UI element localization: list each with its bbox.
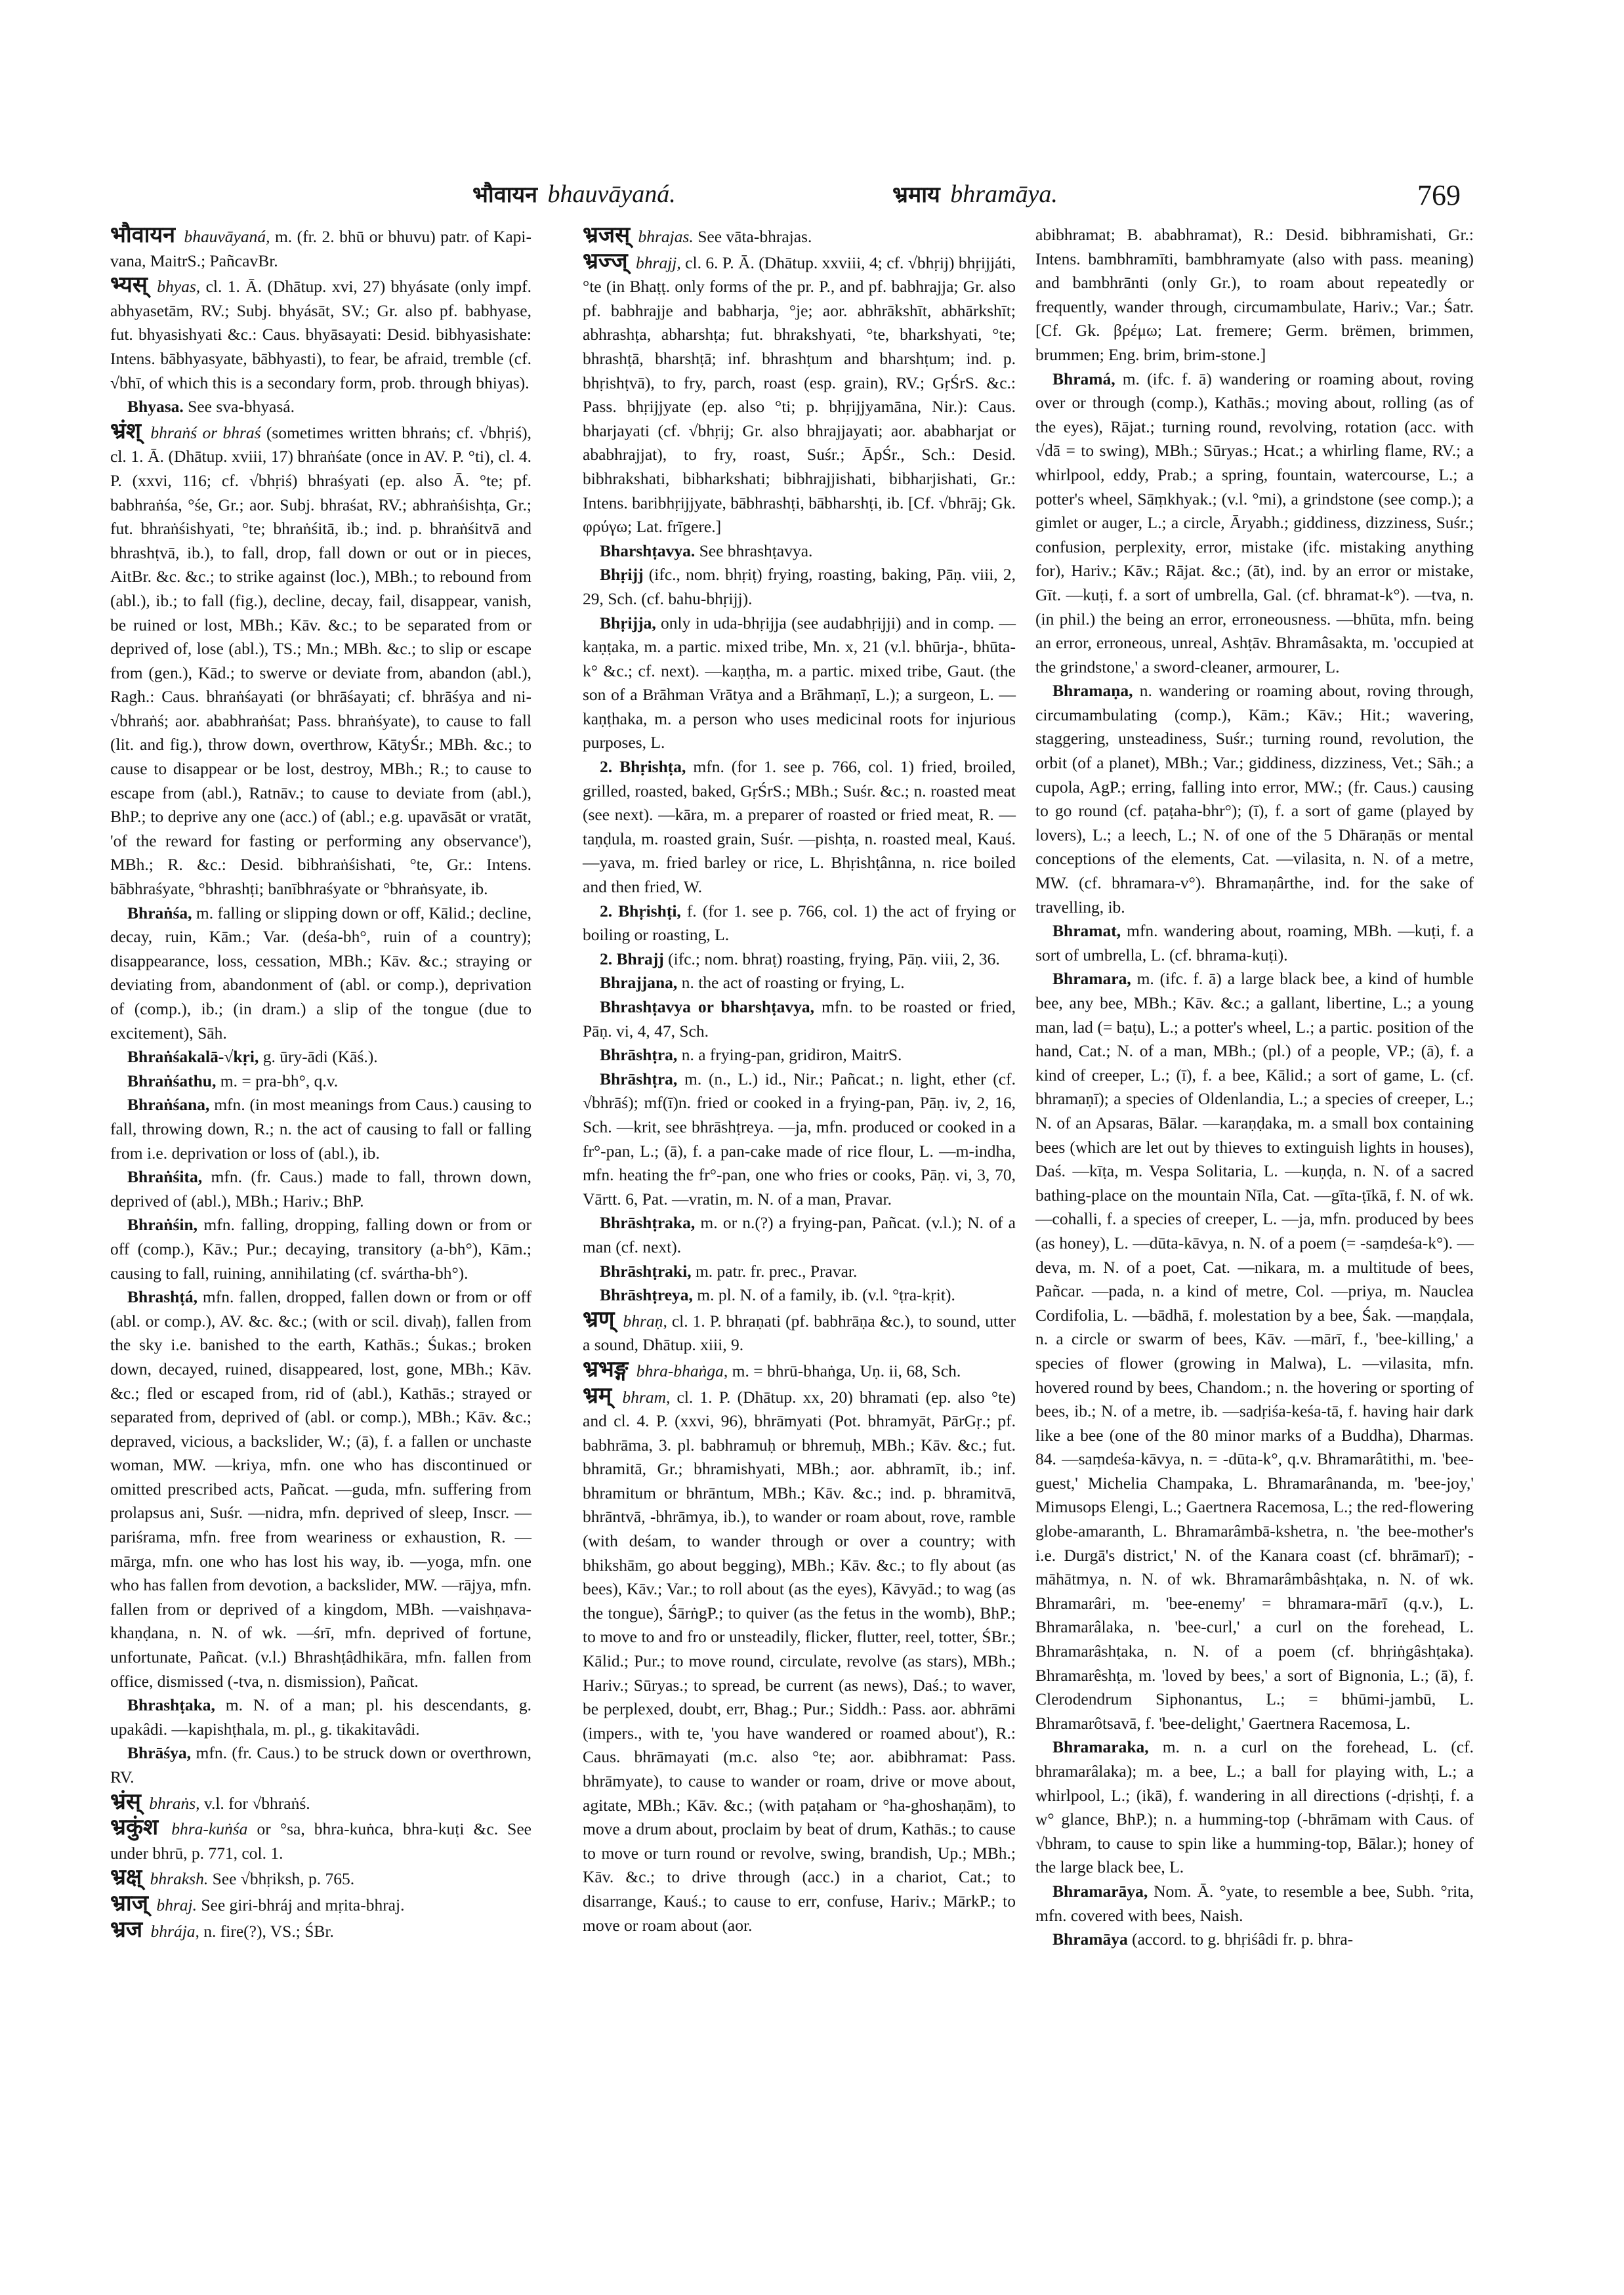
entry-devanagari-headword: भ्रकुंश [110,1814,159,1841]
entry-definition: mfn. (in most meanings from Caus.) causing to fall, throwing down, R.; n. the act of causing to fall or falling from i.e. deprivation or loss of (abl.), ib. [110,1095,531,1163]
entry-definition: v.l. for √bhraṅś. [199,1793,310,1813]
entry-subheadword: Bhraṅśathu, [127,1071,217,1090]
dictionary-entry [1035,367,1474,680]
entry-definition: (ifc.; nom. bhraṭ) roasting, frying, Pāṇ. viii, 2, 36. [663,949,1000,968]
entry-definition: m. n. a curl on the forehead, L. (cf. bhramarâlaka); m. a bee, L.; a ball for playing with, L.; a whirlpool, L.; (ikā), f. wandering in all directions (-dṛishṭi, f. a w° glance, BhP.); n. a humming-top (-bhrāmam with Caus. of √bhram, to cause to spin like a humming-top, Bālar.); honey of the large black bee, L. [1035,1737,1474,1877]
dictionary-entry [110,1069,531,1094]
dictionary-entry [110,1865,531,1892]
dictionary-entry [583,539,1016,564]
entry-definition: mfn. fallen, dropped, fallen down or from or off (abl. or comp.), AV. &c. &c.; (with or scil. divaḥ), fallen from the sky i.e. banished to the earth, Kathās.; Śukas.; broken down, decayed, ruined, disappeared, lost, gone, MBh.; Kāv. &c.; fled or escaped from, rid of (abl.), Kathās.; strayed or separated from, deprived of (abl. or comp.), MBh.; Kāv. &c.; depraved, vicious, a backslider, W.; (ā), f. a fallen or unchaste woman, MW. —kriya, mfn. one who has discontinued or omitted prescribed acts, Pañcat. —guda, mfn. suffering from prolapsus ani, Suśr. —nidra, mfn. deprived of sleep, Inscr. —pariśrama, mfn. free from weariness or exhaustion, R. —mārga, mfn. one who has lost his way, ib. —yoga, mfn. one who has fallen from devotion, a backslider, MW. —rājya, mfn. fallen from or deprived of a kingdom, MBh. —vaishṇava-khaṇḍana, n. N. of wk. —śrī, mfn. deprived of fortune, unfortunate, Pañcat. (v.l.) Bhrashṭâdhikāra, mfn. fallen from office, dismissed (-tva, n. dismission), Pañcat. [110,1287,531,1691]
entry-definition: mfn. (fr. Caus.) to be struck down or overthrown, RV. [110,1743,531,1787]
dictionary-entry [110,395,531,419]
dictionary-entry [110,1093,531,1165]
dictionary-column-3 [1035,223,1474,1952]
entry-subheadword: Bhramaṇa, [1052,681,1133,701]
dictionary-entry [1035,967,1474,1735]
dictionary-entry [110,1892,531,1918]
dictionary-column-2 [583,223,1016,1937]
entry-subheadword: Bhraṅśin, [127,1215,198,1235]
dictionary-entry [110,1165,531,1213]
dictionary-entry [110,223,531,273]
header-right-roman: bhramāya. [950,180,1058,208]
entry-definition: (sometimes written bhraṅs; cf. √bhṛiś), cl. 1. Ā. (Dhātup. xviii, 17) bhraṅśate (once in AV. P. °ti), cl. 4. P. (xxvi, 116; cf. √bhṛiś) bhraśyati (ep. also Ā. °te; pf. babhraṅśa, °śe, Gr.; aor. Subj. bhraśat, RV.; abhraṅśishṭa, Gr.; fut. bhraṅśishyati, °te; bhraṅśitā, ib.; ind. p. bhraṅśitvā and bhrashṭvā, ib.), to fall, drop, fall down or out or in pieces, AitBr. &c. &c.; to strike against (loc.), MBh.; to rebound from (abl.), ib.; to fall (fig.), decline, decay, fail, disappear, vanish, be ruined or lost, MBh.; Kāv. &c.; to be separated from or deprived of, lose (abl.), TS.; Mn.; MBh. &c.; to slip or escape from (gen.), Kād.; to swerve or deviate from, abandon (abl.), Ragh.: Caus. bhraṅśayati (or bhrāśayati; cf. bhrāśya and ni-√bhraṅś; aor. ababhraṅśat; Pass. bhraṅśyate), to cause to fall (lit. and fig.), throw down, overthrow, KātyŚr.; MBh. &c.; to cause to disappear or be lost, destroy, MBh.; R.; to cause to escape from (abl.), Ratnāv.; to cause to deviate from (abl.), BhP.; to deprive any one (acc.) of (abl.; e.g. upavāsāt or vratāt, 'of the reward for fasting or performing any observance'), MBh.; R. &c.: Desid. bibhraṅśishati, °te, Gr.: Intens. bābhraśyate, °bhrashṭi; banībhraśyate or °bhraṅsyate, ib. [110,423,531,899]
entry-definition: m. = pra-bh°, q.v. [216,1071,339,1090]
entry-devanagari-headword: भ्रज्ज् [583,247,628,274]
entry-headword: bhra-bhaṅga, [636,1361,728,1380]
dictionary-entry [583,223,1016,249]
entry-definition: m. = bhrū-bhaṅga, Uṇ. ii, 68, Sch. [728,1361,961,1380]
entry-definition: abibhramat; B. ababhramat), R.: Desid. bibhramishati, Gr.: Intens. bambhramīti, bambhramyate (also with pass. meaning) and bambhrānti (only Gr.), to roam about repeatedly or frequently, wander through, circumambulate, Hariv.; Var.; Śatr. [Cf. Gk. βρέμω; Lat. fremere; Germ. brëmen, brimmen, brummen; Eng. brim, brim-stone.] [1035,225,1474,364]
entry-headword: bhraṇ, [623,1311,667,1331]
dictionary-entry [583,971,1016,995]
entry-devanagari-headword: भ्यस् [110,272,148,299]
dictionary-column-1 [110,223,531,1943]
entry-definition: m. (n., L.) id., Nir.; Pañcat.; n. light, ether (cf. √bhrāś); mf(ī)n. fried or cooked in a frying-pan, Pāṇ. iv, 2, 16, Sch. —krit, see bhrāshṭreya. —ja, mfn. produced or cooked in a fr°-pan, L.; (ā), f. a pan-cake made of rice flour, L. —m-indha, mfn. heating the fr°-pan, one who fries or cooks, Pāṇ. vi, 3, 70, Vārtt. 6, Pat. —vratin, m. N. of a man, Pravar. [583,1069,1016,1209]
entry-definition: cl. 1. P. (Dhātup. xx, 20) bhramati (ep. also °te) and cl. 4. P. (xxvi, 96), bhrāmyati (Pot. bhramyāt, PārGṛ.; pf. babhrāma, 3. pl. babhramuḥ or bhremuḥ, MBh.; Kāv. &c.; fut. bhramitā, Gr.; bhramishyati, MBh.; aor. abhramīt, ib.; inf. bhramitum or bhrāntum, MBh.; Kāv. &c.; ind. p. bhramitvā, bhrāntvā, -bhrāmya, ib.), to wander or roam about, rove, ramble (with deśam, to wander through or over a country; with bhikshām, go about begging), MBh.; Kāv. &c.; to fly about (as bees), Kāv.; Var.; to roll about (as the eyes), Kāvyād.; to wag (as the tongue), ŚārṅgP.; to quiver (as the fetus in the womb), BhP.; to move to and fro or unsteadily, flicker, flutter, reel, totter, ŚBr.; Kālid.; Pur.; to move round, circulate, revolve (as stars), MBh.; Hariv.; Sūryas.; to spread, be current (as news), Daś.; to waver, be perplexed, doubt, err, Bhag.; Pur.; Siddh.: Pass. aor. abhrāmi (impers., with te, 'you have wandered or roamed about'), R.: Caus. bhrāmayati (m.c. also °te; aor. abibhramat: Pass. bhrāmyate), to cause to wander or roam, drive or move about, agitate, MBh.; Kāv. &c.; (with paṭaham or °ha-ghoshaṇām), to move a drum about, proclaim by beat of drum, Kathās.; to cause to move or turn round or revolve, swing, brandish, Up.; MBh.; Kāv. &c.; to drive through (acc.) in a chariot, Cat.; to disarrange, Kauś.; to cause to err, confuse, Hariv.; MārkP.; to move or roam about (aor. [583,1387,1016,1935]
entry-definition: n. the act of roasting or frying, L. [677,973,905,993]
entry-definition: (accord. to g. bhṛiśâdi fr. p. bhra- [1127,1930,1354,1949]
entry-definition: (ifc., nom. bhṛiṭ) frying, roasting, baking, Pāṇ. viii, 2, 29, Sch. (cf. bahu-bhṛijj). [583,565,1016,608]
entry-definition: See bhrashṭavya. [695,541,813,560]
entry-subheadword: Bhrashṭá, [127,1287,198,1307]
header-right-devanagari: भ्रमाय [892,182,940,208]
dictionary-entry [583,1308,1016,1357]
entry-definition: mfn. (for 1. see p. 766, col. 1) fried, broiled, grilled, roasted, baked, GṛŚrS.; MBh.; Suśr. &c.; n. roasted meat (see next). —kāra, m. a preparer of roasted or fried meat, R. —taṇḍula, m. roasted grain, Suśr. —pishṭa, n. roasted meal, Kauś. —yava, m. fried barley or rice, L. Bhṛishṭânna, n. rice boiled and then fried, W. [583,757,1016,897]
entry-definition: m. patr. fr. prec., Pravar. [691,1261,858,1281]
entry-subheadword: Bhraṅśita, [127,1167,203,1187]
entry-headword: bhraksh. [150,1869,209,1889]
dictionary-entry [110,1045,531,1069]
entry-definition: See √bhṛiksh, p. 765. [208,1869,355,1889]
header-left-roman: bhauvāyaná. [547,180,676,208]
dictionary-entry [110,1741,531,1789]
entry-devanagari-headword: भ्रज [110,1916,143,1943]
entry-headword: bhrajas. [638,227,694,246]
entry-definition: m. N. of a man; pl. his descendants, g. upakâdi. —kapishṭhala, m. pl., g. tikakitavâdi. [110,1695,531,1739]
dictionary-entry [583,611,1016,756]
entry-subheadword: 2. Bhṛishṭi, [600,901,681,920]
dictionary-entry [1035,919,1474,967]
entry-subheadword: Bhramá, [1052,369,1115,388]
entry-definition: mfn. wandering about, roaming, MBh. —kuṭi, f. a sort of umbrella, L. (cf. bhrama-kuṭi). [1035,921,1474,964]
entry-definition: cl. 1. P. bhraṇati (pf. babhrāṇa &c.), to sound, utter a sound, Dhātup. xiii, 9. [583,1311,1016,1355]
dictionary-entry [110,1693,531,1741]
entry-subheadword: Bhraṅśa, [127,903,192,922]
entry-definition: n. wandering or roaming about, roving through, circumambulating (comp.), Kām.; Kāv.; Hit.; wavering, staggering, unsteadiness, Suśr.; turning round, revolution, the orbit (of a planet), MBh.; Var.; giddiness, dizziness, Vet.; Sāh.; a cupola, AgP.; erring, falling into error, MW.; (fr. Caus.) causing to go round (cf. paṭaha-bhr°); (ī), f. a sort of game (played by lovers), L.; a leech, L.; N. of one of the 5 Dhāraṇās or mental conceptions of the elements, Cat. —vilasita, n. N. of a metre, MW. (cf. bhramara-v°). Bhramaṇârthe, ind. for the sake of travelling, ib. [1035,681,1474,917]
entry-definition: See vāta-bhrajas. [693,227,812,246]
dictionary-entry [110,273,531,395]
dictionary-entry [1035,1928,1474,1952]
entry-definition: m. falling or slipping down or off, Kālid.; decline, decay, ruin, Kām.; Var. (deśa-bh°, ruin of a country); disappearance, loss, cessation, MBh.; Kāv. &c.; straying or deviating from, abandonment of (abl. or comp.), deprivation of (comp.), ib.; (in dram.) a slip of the tongue (due to excitement), Sāh. [110,903,531,1043]
header-left-guideword [472,178,676,209]
dictionary-entry [110,1790,531,1816]
dictionary-entry [1035,1880,1474,1928]
entry-definition: f. (for 1. see p. 766, col. 1) the act of frying or boiling or roasting, L. [583,901,1016,945]
entry-devanagari-headword: भौवायन [110,222,176,248]
header-right-guideword [892,178,1058,209]
dictionary-entry [583,995,1016,1043]
entry-definition: m. pl. N. of a family, ib. (v.l. °ṭra-kṛit). [692,1285,955,1305]
entry-headword: bhra-kuṅśa [171,1819,248,1839]
entry-subheadword: Bhrashṭaka, [127,1695,215,1715]
entry-subheadword: Bhramara, [1052,969,1131,989]
entry-subheadword: Bhramaraka, [1052,1737,1149,1757]
entry-subheadword: Bhramat, [1052,921,1121,941]
entry-subheadword: Bhrāshṭraka, [600,1213,696,1233]
entry-devanagari-headword: भ्रक्ष् [110,1864,142,1891]
entry-subheadword: Bhyasa. [127,397,184,417]
entry-subheadword: Bhrāshṭra, [600,1045,678,1065]
entry-subheadword: Bhrāshṭraki, [600,1261,692,1281]
entry-definition: n. fire(?), VS.; ŚBr. [199,1921,334,1941]
entry-definition: mfn. to be roasted or fried, Pāṇ. vi, 4, 47, Sch. [583,997,1016,1041]
page-number: 769 [1417,179,1461,211]
dictionary-entry [1035,1735,1474,1880]
entry-definition: m. (ifc. f. ā) wandering or roaming about, roving over or through (comp.), Kathās.; moving about, rolling (as of the eyes), Rājat.; turning round, revolving, rotation (acc. with √dā = to swing), MBh.; Sūryas.; Hcat.; a whirling flame, RV.; a whirlpool, eddy, Prab.; a spring, fountain, watercourse, L.; a potter's wheel, Sāṃkhyak.; (v.l. °mi), a grindstone (see comp.); a gimlet or auger, L.; a circle, Āryabh.; giddiness, dizziness, Suśr.; confusion, perplexity, error, mistake (ifc. mistaking anything for), Hariv.; Kāv.; Rājat. &c.; (āt), ind. by an error or mistake, Gīt. —kuṭi, f. a sort of umbrella, Gal. (cf. bhramat-k°). —tva, n. (in phil.) the being an error, erroneousness. —bhūta, mfn. being an error, erroneous, unreal, Ashṭāv. Bhramâsakta, m. 'occupied at the grindstone,' a sword-cleaner, armourer, L. [1035,369,1474,676]
entry-subheadword: Bhrāshṭreya, [600,1285,693,1305]
entry-subheadword: Bhṛijja, [600,613,656,632]
entry-subheadword: Bhramarāya, [1052,1881,1148,1901]
dictionary-entry [110,1918,531,1944]
entry-devanagari-headword: भ्रंस् [110,1788,141,1815]
entry-subheadword: Bhraṅśana, [127,1095,210,1115]
entry-definition: m. or n.(?) a frying-pan, Pañcat. (v.l.); N. of a man (cf. next). [583,1213,1016,1256]
entry-subheadword: Bhrāśya, [127,1743,192,1763]
dictionary-entry [583,947,1016,972]
entry-definition: cl. 1. Ā. (Dhātup. xvi, 27) bhyásate (only impf. abhyasetām, RV.; Subj. bhyásāt, SV.; Gr. also pf. babhyase, fut. bhyasishyati &c.: Caus. bhyāsayati: Desid. bibhyasishate: Intens. bābhyasyate, bābhyasti), to fear, be afraid, tremble (cf. √bhī, of which this is a secondary form, prob. through bhiyas). [110,277,532,392]
entry-devanagari-headword: भ्रभङ्ग [583,1355,629,1382]
entry-subheadword: 2. Bhṛishṭa, [600,757,686,777]
entry-definition: See sva-bhyasá. [183,397,295,417]
header-left-devanagari: भौवायन [472,182,538,208]
entry-subheadword: Bharshṭavya. [600,541,696,560]
entry-subheadword: Bhrashṭavya or bharshṭavya, [600,997,814,1016]
entry-definition: mfn. (fr. Caus.) made to fall, thrown down, deprived of (abl.), MBh.; Hariv.; BhP. [110,1167,531,1210]
dictionary-entry [583,1283,1016,1308]
entry-headword: bhyas, [157,277,201,297]
entry-headword: bhraj. [156,1895,197,1914]
entry-definition: m. (ifc. f. ā) a large black bee, a kind of humble bee, any bee, MBh.; Kāv. &c.; a gallant, libertine, L.; a young man, lad (= baṭu), L.; a potter's wheel, L.; a partic. position of the hand, Cat.; N. of a man, MBh.; (pl.) of a people, VP.; (ā), f. a kind of creeper, L.; (ī), f. a bee, Kālid.; a sort of game, L. (cf. bhramaṇī); a species of Oldenlandia, L.; a species of creeper, L.; N. of an Apsaras, Bālar. —karaṇḍaka, m. a small box containing bees (which are let out by thieves to extinguish lights in houses), Daś. —kīṭa, m. Vespa Solitaria, L. —kuṇḍa, n. N. of a sacred bathing-place on the mountain Nīla, Cat. —gīta-ṭīkā, f. N. of wk. —cohalli, f. a species of creeper, L. —ja, mfn. produced by bees (as honey), L. —dūta-kāvya, n. N. of a poem (= -saṃdeśa-k°). —deva, m. N. of a poet, Cat. —nikara, m. a multitude of bees, Pañcar. —pada, n. a kind of metre, Col. —priya, m. Nauclea Cordifolia, L. —bādhā, f. molestation by a bee, Śak. —maṇḍala, n. a circle or swarm of bees, Kāv. —mārī, f., 'bee-killing,' a species of flower (growing in Malwa), L. —vilasita, mfn. hovered round by bees, Chandom.; n. the hovering or sporting of bees, ib.; N. of a metre, ib. —sadṛiśa-keśa-tā, f. having hair dark like a bee (one of the 80 minor marks of a Buddha), Dharmas. 84. —saṃdeśa-kāvya, n. = -dūta-k°, q.v. Bhramarâtithi, m. 'bee-guest,' Michelia Champaka, L. Bhramarânanda, m. 'bee-joy,' Mimusops Elengi, L.; Gaertnera Racemosa, L.; the red-flowering globe-amaranth, L. Bhramarâmbā-kshetra, n. 'the bee-mother's i.e. Durgā's district,' N. of the Kanara coast (cf. bhrāmarī); -māhātmya, n. N. of wk. Bhramarâmbâshṭaka, n. N. of wk. Bhramarâri, m. 'bee-enemy' = bhramara-mārī (q.v.), L. Bhramarâlaka, n. 'bee-curl,' a curl on the forehead, L. Bhramarâshṭaka, n. N. of a poem (cf. bhṛiṅgâshṭaka). Bhramarêshṭa, m. 'loved by bees,' a sort of Bignonia, L.; (ā), f. Clerodendrum Siphonantus, L.; = bhūmi-jambū, L. Bhramarôtsavā, f. 'bee-delight,' Gaertnera Racemosa, L. [1035,969,1474,1733]
entry-subheadword: Bhrajjana, [600,973,678,993]
dictionary-entry [110,901,531,1046]
entry-definition: g. ūry-ādi (Kāś.). [259,1047,378,1067]
dictionary-entry [583,1043,1016,1067]
entry-devanagari-headword: भ्रजस् [583,222,631,248]
entry-headword: bhraṅś or bhraś [150,423,261,442]
dictionary-entry [583,1357,1016,1384]
dictionary-entry [583,1260,1016,1284]
dictionary-entry [583,249,1016,539]
dictionary-entry [110,419,531,901]
entry-definition: mfn. falling, dropping, falling down or from or off (comp.), Kāv.; Pur.; decaying, transitory (a-bh°), Kām.; causing to fall, ruining, annihilating (cf. svártha-bh°). [110,1215,531,1283]
entry-definition: n. a frying-pan, gridiron, MaitrS. [677,1045,902,1065]
dictionary-entry [110,1213,531,1285]
dictionary-entry [583,755,1016,899]
entry-definition: or °sa, bhra-kuṅca, bhra-kuṭi &c. See under bhrū, p. 771, col. 1. [110,1819,532,1863]
entry-headword: bhrája, [150,1921,199,1941]
entry-definition: cl. 6. P. Ā. (Dhātup. xxviii, 4; cf. √bhṛij) bhṛijjáti, °te (in Bhaṭṭ. only forms of the pr. P., and pf. babhrajja; Gr. also pf. babhrajje and babharja, °je; aor. abhrākshīt, abhārkshīt; abhrashṭa, abharshṭa; fut. bhrakshyati, °te, bharkshyati, °te; bhrashṭā, bharshṭā; inf. bhrashṭum and bharshṭum; ind. p. bhṛishṭvā), to fry, parch, roast (esp. grain), RV.; GṛŚrS. &c.: Pass. bhṛijjyate (ep. also °ti; p. bhṛijjyamāna, Nir.): Caus. bharjayati (cf. √bhṛij; Gr. also bhrajjayati; aor. ababharjat or ababhrajjat), to fry, roast, Suśr.; ĀpŚr., Sch.: Desid. bibhrakshati, bibharkshati; bibhrajjishati, bibharjishati, Gr.: Intens. baribhṛijjyate, bābhrashṭi, bābharshṭi, ib. [Cf. √bhrāj; Gk. φρύγω; Lat. frīgere.] [583,253,1016,537]
entry-headword: bhauvāyaná, [184,227,270,246]
dictionary-entry [110,1815,531,1865]
entry-definition: only in uda-bhṛijja (see audabhṛijji) and in comp. —kaṇṭaka, m. a partic. mixed tribe, Mn. x, 21 (v.l. bhūrja-, bhūta-k° &c.; cf. next). —kaṇṭha, m. a partic. mixed tribe, Gaut. (the son of a Brāhman Vrātya and a Brāhmaṇī, L.); a surgeon, L. —kaṇṭhaka, m. a person who uses medicinal roots for injurious purposes, L. [583,613,1016,753]
entry-subheadword: 2. Bhrajj [600,949,664,968]
entry-definition: m. (fr. 2. bhū or bhuvu) patr. of Kapi-vana, MaitrS.; PañcavBr. [110,227,531,270]
entry-definition: See giri-bhráj and mṛita-bhraj. [196,1895,405,1914]
dictionary-entry [110,1285,531,1693]
entry-devanagari-headword: भ्रण् [583,1306,615,1333]
dictionary-entry [1035,679,1474,919]
entry-subheadword: Bhraṅśakalā-√kṛi, [127,1047,259,1067]
dictionary-entry [583,899,1016,947]
entry-devanagari-headword: भ्रम् [583,1382,612,1409]
dictionary-entry [1035,223,1474,367]
dictionary-entry [583,563,1016,611]
dictionary-entry [583,1067,1016,1212]
entry-subheadword: Bhṛijj [600,565,644,585]
entry-headword: bhrajj, [636,253,681,272]
dictionary-entry [583,1211,1016,1259]
entry-subheadword: Bhrāshṭra, [600,1069,678,1088]
entry-definition: Nom. Ā. °yate, to resemble a bee, Subh. °rita, mfn. covered with bees, Naish. [1035,1881,1474,1925]
entry-devanagari-headword: भ्रंश् [110,417,142,444]
entry-headword: bhraṅs, [149,1793,200,1813]
dictionary-entry [583,1384,1016,1938]
entry-subheadword: Bhramāya [1052,1930,1128,1949]
entry-headword: bhram, [622,1387,671,1407]
entry-devanagari-headword: भ्राज् [110,1890,148,1916]
